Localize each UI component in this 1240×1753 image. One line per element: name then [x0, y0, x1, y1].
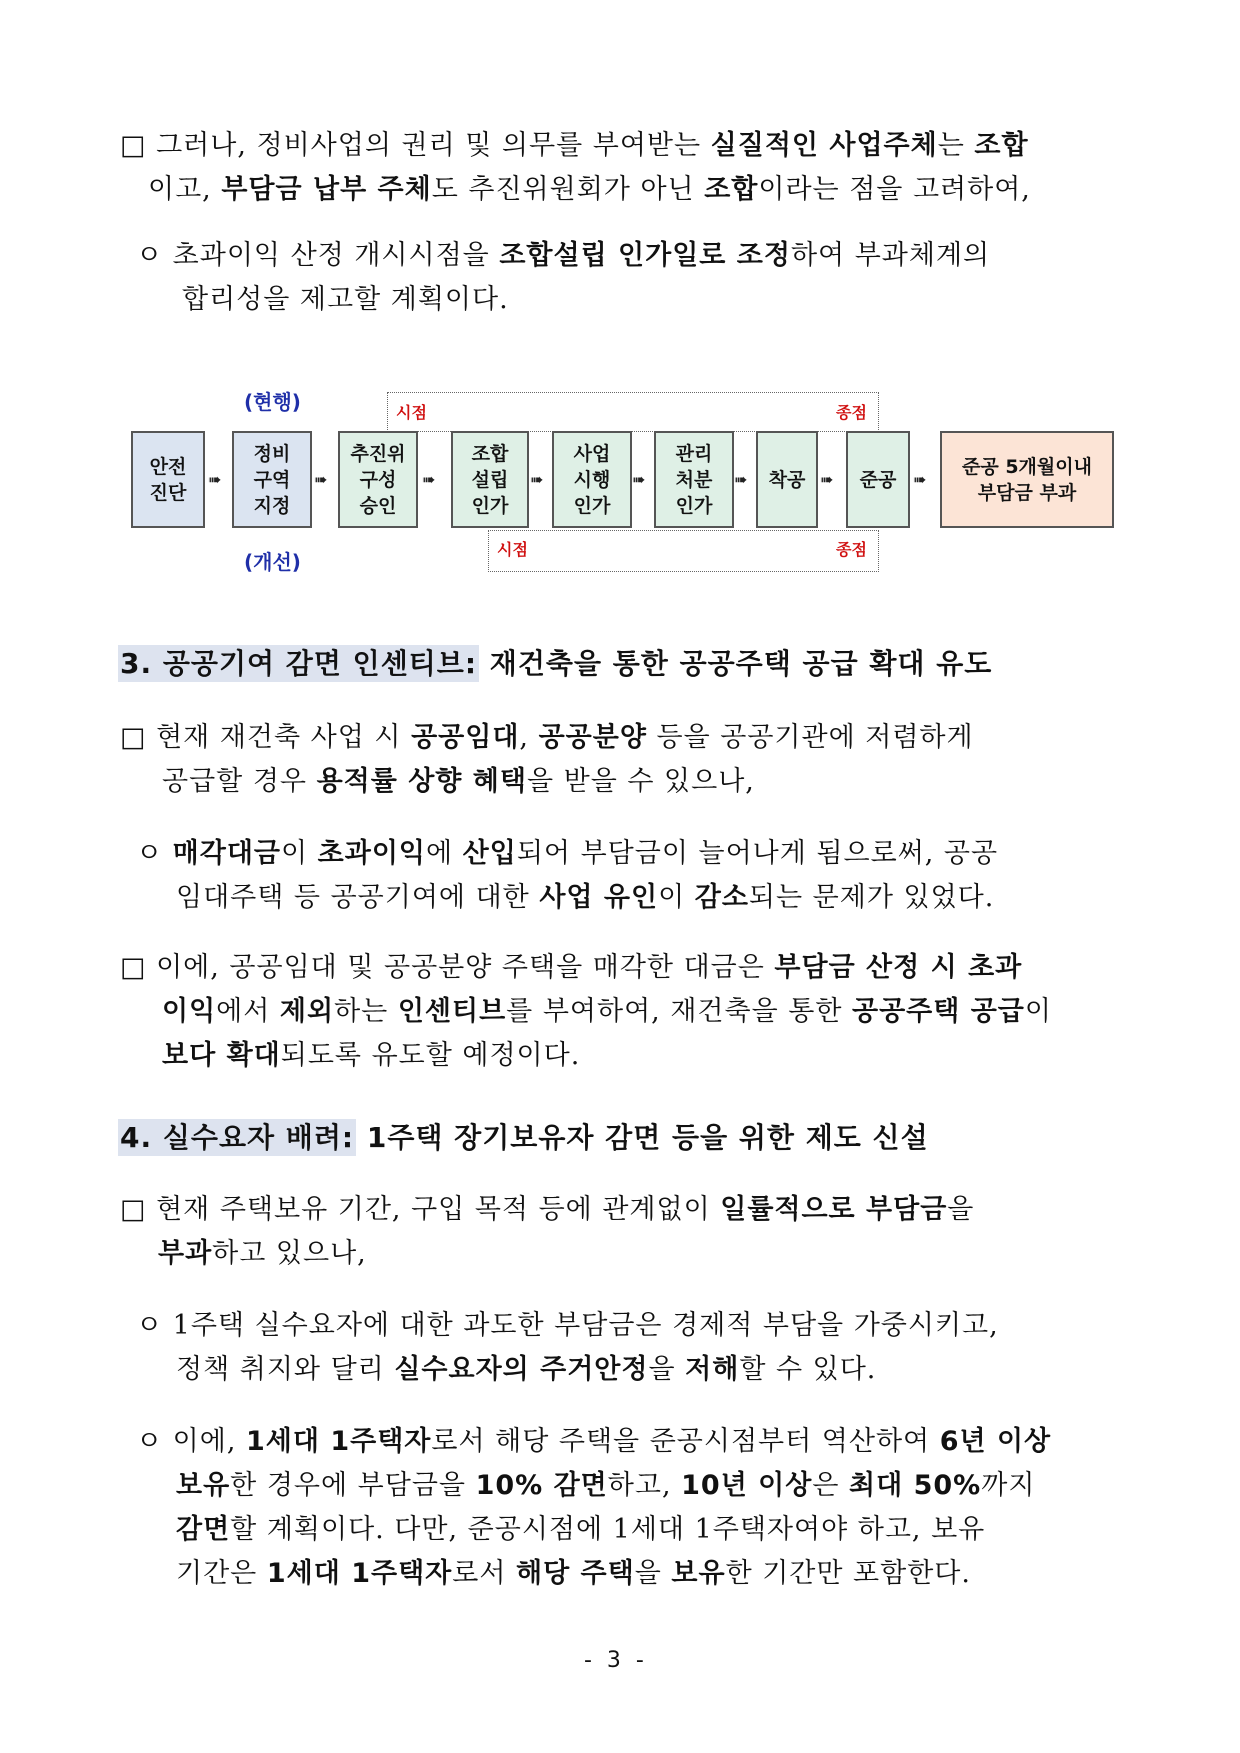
arrow-icon: ➠	[734, 470, 745, 489]
paragraph-5	[120, 946, 1052, 1078]
current-end-label: 종점	[836, 403, 867, 422]
arrow-icon: ➠	[422, 470, 433, 489]
line: ㅇ 매각대금이 초과이익에 산입되어 부담금이 늘어나게 됨으로써, 공공	[136, 838, 999, 869]
improved-range-box	[488, 530, 879, 572]
paragraph-7	[136, 1304, 999, 1392]
paragraph-6	[120, 1188, 974, 1276]
line: 부과하고 있으나,	[158, 1238, 367, 1269]
paragraph-8	[136, 1420, 1051, 1596]
current-start-label: 시점	[396, 403, 427, 422]
node-safety-inspection: 안전 진단	[131, 431, 205, 528]
node-project-approval: 사업 시행 인가	[552, 431, 632, 528]
line: 합리성을 제고할 계획이다.	[182, 284, 509, 315]
line: 이익에서 제외하는 인센티브를 부여하여, 재건축을 통한 공공주택 공급이	[162, 996, 1052, 1027]
line: 보유한 경우에 부담금을 10% 감면하고, 10년 이상은 최대 50%까지	[176, 1470, 1036, 1501]
section-4-heading: 4. 실수요자 배려: 1주택 장기보유자 감면 등을 위한 제도 신설	[120, 1121, 929, 1154]
current-range-box	[387, 392, 879, 432]
node-association-approval: 조합 설립 인가	[451, 431, 529, 528]
paragraph-3	[120, 716, 974, 804]
line: □ 이에, 공공임대 및 공공분양 주택을 매각한 대금은 부담금 산정 시 초과	[120, 952, 1023, 983]
page-number: - 3 -	[584, 1648, 648, 1673]
line: □ 현재 주택보유 기간, 구입 목적 등에 관계없이 일률적으로 부담금을	[120, 1194, 975, 1225]
line: ㅇ 초과이익 산정 개시시점을 조합설립 인가일로 조정하여 부과체계의	[136, 240, 991, 271]
arrow-icon: ➠	[530, 470, 541, 489]
line: □ 현재 재건축 사업 시 공공임대, 공공분양 등을 공공기관에 저렴하게	[120, 722, 974, 753]
line: 감면할 계획이다. 다만, 준공시점에 1세대 1주택자여야 하고, 보유	[176, 1514, 986, 1545]
line: 공급할 경우 용적률 상향 혜택을 받을 수 있으나,	[162, 766, 755, 797]
node-construction-start: 착공	[756, 431, 818, 528]
node-disposition-approval: 관리 처분 인가	[654, 431, 734, 528]
arrow-icon: ➠	[820, 470, 831, 489]
line: ㅇ 이에, 1세대 1주택자로서 해당 주택을 준공시점부터 역산하여 6년 이상	[136, 1426, 1052, 1457]
arrow-icon: ➠	[632, 470, 643, 489]
current-label: (현행)	[244, 390, 301, 414]
line: 이고, 부담금 납부 주체도 추진위원회가 아닌 조합이라는 점을 고려하여,	[148, 174, 1031, 205]
line: 임대주택 등 공공기여에 대한 사업 유인이 감소되는 문제가 있었다.	[176, 882, 995, 913]
improved-start-label: 시점	[497, 540, 528, 559]
arrow-icon: ➠	[314, 470, 325, 489]
node-charge-imposition: 준공 5개월이내 부담금 부과	[940, 431, 1114, 528]
line: ㅇ 1주택 실수요자에 대한 과도한 부담금은 경제적 부담을 가중시키고,	[136, 1310, 999, 1341]
section-3-heading: 3. 공공기여 감면 인센티브: 재건축을 통한 공공주택 공급 확대 유도	[120, 647, 993, 680]
arrow-icon: ➠	[208, 470, 219, 489]
line: 보다 확대되도록 유도할 예정이다.	[162, 1040, 581, 1071]
arrow-icon: ➠	[913, 470, 924, 489]
node-completion: 준공	[846, 431, 910, 528]
line: □ 그러나, 정비사업의 권리 및 의무를 부여받는 실질적인 사업주체는 조합	[120, 130, 1029, 161]
process-diagram	[0, 0, 1240, 600]
paragraph-4	[136, 832, 998, 920]
improved-label: (개선)	[244, 550, 301, 574]
node-committee-approval: 추진위 구성 승인	[338, 431, 418, 528]
line: 정책 취지와 달리 실수요자의 주거안정을 저해할 수 있다.	[176, 1354, 877, 1385]
line: 기간은 1세대 1주택자로서 해당 주택을 보유한 기간만 포함한다.	[176, 1558, 971, 1589]
node-zone-designation: 정비 구역 지정	[232, 431, 312, 528]
improved-end-label: 종점	[836, 540, 867, 559]
